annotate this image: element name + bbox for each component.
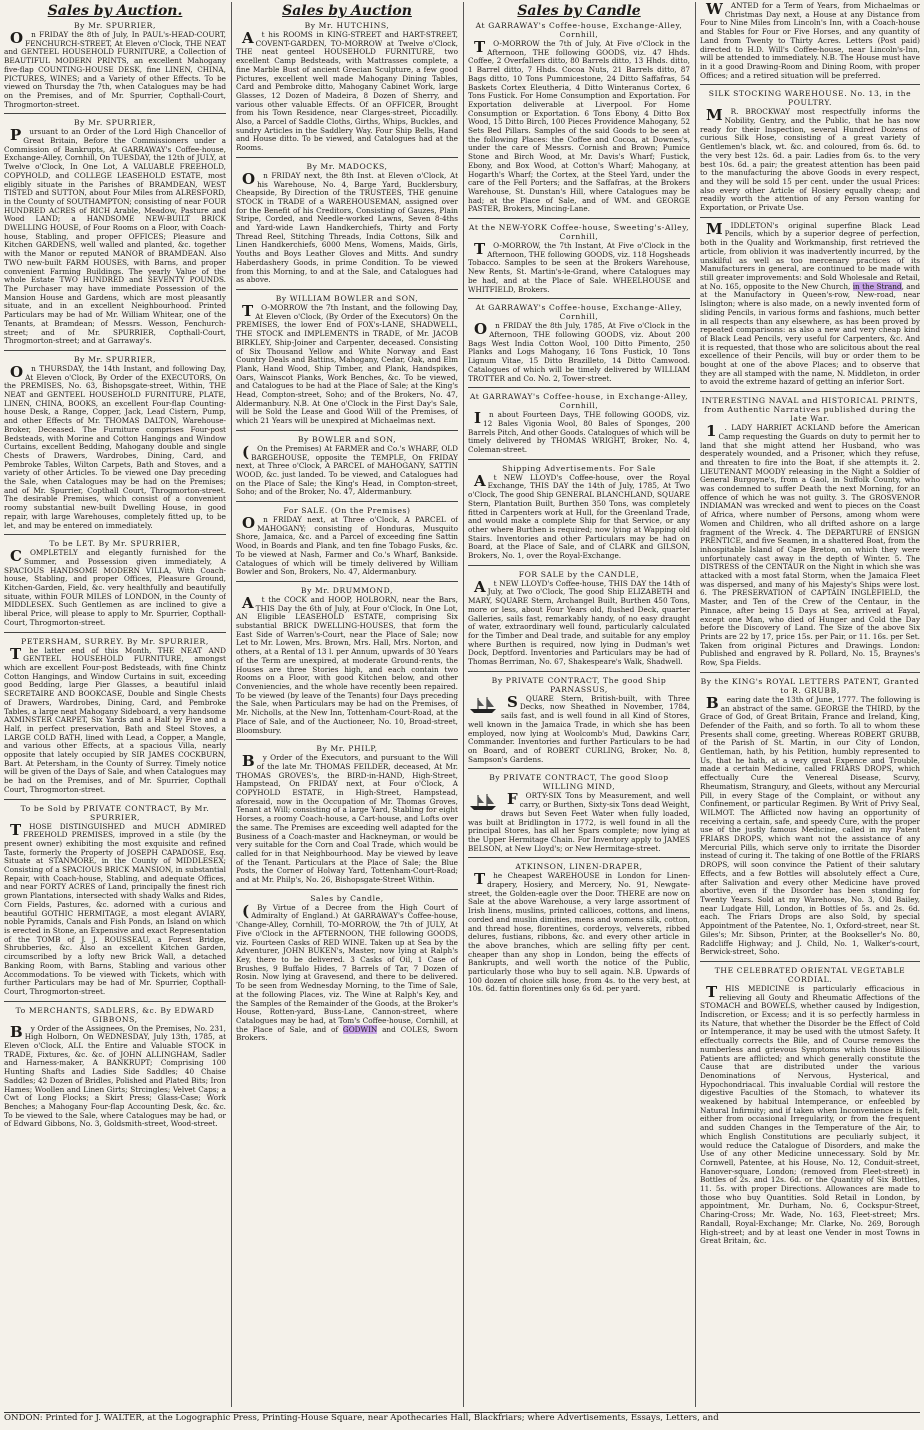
advertiser-line: To be LET. By Mr. SPURRIER, <box>49 539 181 549</box>
advertisement-body: I n about Fourteen Days, THE following GOODS, viz. 12 Bales Vigonia Wool, 80 Bales of Sponges, 200 Barrels Pitch, And other Goods. Catalogues of which will be timely delivered by THOMAS WRIGHT, Broker, No. 4, Coleman-street. <box>468 409 690 455</box>
drop-capital: O <box>242 169 256 188</box>
advertisement-body: ( On the Premises) At FARMER and Co.'s WHARF, OLD BARGEHOUSE, opposite the TEMPLE, On FRIDAY next, at Three o'Clock, A PARCEL of MAHOGANY, SATTIN WOOD, &c. just landed. To be viewed, and Catalogues had on the Place of Sale; the King's Head, in Compton-street, Soho; and of the Broker, No. 47, Aldermanbury. <box>236 442 458 497</box>
advertisement <box>468 303 690 388</box>
drop-capital: W <box>706 2 723 18</box>
advertisement-body: A t the COCK and HOOP, HOLBORN, near the Bars, THIS Day the 6th of July, at Four o'Clock, In One Lot, AN Eligible LEASEHOLD ESTATE, comprising Six substantial BRICK DWELLING-HOUSES, that form the East Side of Warren's-Court, near the Place of Sale; now Let to Mr. Lowen, Mrs. Brown, Mrs. Hall, Mrs. Norton, and others, at a Rental of 13 l. per Annum, upwards of 30 Years of the Term are unexpired, at moderate Ground-rents, the Houses are three Stories high, and each contain two Rooms on a Floor, with good Kitchen below, and other Conveniencies, and the whole have recently been repaired. To be viewed (by leave of the Tenants) four Days preceding the Sale, when Particulars may be had on the Premises, of Mr. Nicholls, at the New Inn, Tottenham-Court-Road, at the Place of Sale, and of the Auctioneer, No. 10, Broad-street, Bloomsbury. <box>236 593 458 735</box>
advertisement-body: P ursuant to an Order of the Lord High Chancellor of Great Britain, Before the Commissioners under a Commission of Bankrupts, At GARRAWAY's Coffee-house, Exchange-Alley, Cornhill, On TUESDAY, the 12th of JULY, at Twelve o'Clock, In One Lot, A VALUABLE FREEHOLD, COPYHOLD, and COLLEGE LEASEHOLD ESTATE, most eligibly situate in the Parishes of BRAMDEAN, WEST TISTED and SUTTON, about Four Miles from ALRESFORD, in the County of SOUTHAMPTON; consisting of near FOUR HUNDRED ACRES of RICH Arable, Meadow, Pasture and Wood LAND; a HANDSOME NEW-BUILT BRICK DWELLING HOUSE, of Four Rooms on a Floor, with Coach-house, Stabling, and proper OFFICES; Pleasure and Kitchen GARDENS, well walled and planted, &c. together with the Manor or reputed MANOR of BRAMDEAN. Also TWO new-built FARM HOUSES, with Barns, and proper convenient Farming Buildings. The yearly Value of the whole Estate TWO HUNDRED and SEVENTY POUNDS. The Purchaser may have immediate Possession of the Mansion House and Gardens, which are most pleasantly situate, and in an excellent Neighbourhood. Printed Particulars may be had of Mr. William Whitear, one of the Tenants, at Bramdean; of Messrs. Wesson, Fenchurch-street; and of Mr. SPURRIER, Copthall-Court, Throgmorton-street; and at Garraway's. <box>4 126 226 346</box>
advertisement-body: O n FRIDAY the 8th of July, In PAUL's-HEAD-COURT, FENCHURCH-STREET, At Eleven o'Clock, THE NEAT and GENTEEL HOUSEHOLD FURNITURE, a Collection of BEAUTIFUL MODERN PRINTS, an excellent Mahogany five-flap COUNTING-HOUSE DESK, fine LINEN, CHINA, PICTURES, WINES; and a Variety of other Effects. To be viewed on Thursday the 7th, when Catalogues may be had on the Premises, and of Mr. Spurrier, Copthall-Court, Throgmorton-street. <box>4 29 226 109</box>
advertisement <box>468 676 690 770</box>
advertisement-body: B y Order of the Executors, and pursuant to the Will of the late Mr. THOMAS FEILDER, deceased, At Mr. THOMAS GROVES's, the BIRD-in-HAND, High-Street, Hampstead, On FRIDAY next, at Four o'Clock, A COPYHOLD ESTATE, in High-Street, Hampstead, aforesaid, now in the Occupation of Mr. Thomas Groves, Tenant at Will; consisting of a large Yard, Stabling for eight Horses, a roomy Coach-house, a Cart-house, and Lofts over the same. The Premises are exceeding well adapted for the Business of a Coach-master and Hackneyman, or would be very suitable for the Corn and Coal Trade, which would be called for in that Neighbourhood. May be viewed by leave of the Tenant. Particulars at the Place of Sale; the Blue Posts, the Corner of Holway Yard, Tottenham-Court-Road; and at Mr. Philp's, No. 26, Bishopsgate-Street Within. <box>236 752 458 885</box>
advertisement <box>236 586 458 740</box>
advertisement <box>4 21 226 114</box>
ship-icon <box>468 696 498 714</box>
advertiser-line: At GARRAWAY's Coffee-house, in Exchange-Alley, Cornhill, <box>469 392 689 411</box>
advertisement-body: T HIS MEDICINE is particularly efficacious in relieving all Gouty and Rheumatic Affections of the STOMACH and BOWELS, whether caused by Indigestion, Indiscretion, or Excess; and it is so perfectly harmless in its Nature, that whether the Disorder be the Effect of Cold or Intemperance, it may be used with the utmost Safety. It effectually corrects the Bile, and of Course removes the numberless and grievous Symptoms which those Bilious Patients are afflicted; and which generally constitute the Cause that are distributed under the various Denominations of Nervous, Hysterical, and Hypochondriacal. This invaluable Cordial will restore the digestive Faculties of the Stomach, to whatever its weakened by habitual Intemperance, or enfeebled by Natural Infirmity; and if taken when Inconvenience is felt, either from occasional Irregularity, or from the frequent and sudden Changes in the Temperature of the Air, to which English Constitutions are peculiarly subject, it would reduce the Catalogue of Disorders, and make the Use of any other Medicine unnecessary. Sold by Mr. Cornwell, Patentee, at his House, No. 12, Conduit-street, Hanover-square, London; (removed from Fleet-street) in Bottles of 2s. and 12s. 6d. or the Quantity of Six Bottles, 11. 5s. with proper Directions. Allowances are made to those who buy Quantities. Sold Retail in London, by appointment, Mr. Durham, No. 6, Cockspur-Street, Charing-Cross; Mr. Wade, No. 163, Fleet-street; Mrs. Randall, Royal-Exchange; Mr. Clarke, No. 269, Borough High-street; and by at least one Vender in most Towns in Great Britain, &c. <box>700 982 920 1246</box>
drop-capital: B <box>242 752 255 771</box>
advertiser-line: By Mr. MADOCKS, <box>306 161 388 171</box>
advertiser-line: By Mr. DRUMMOND, <box>300 585 394 595</box>
drop-capital: 1 <box>706 422 717 441</box>
advertisement-body: T HOSE DISTINGUISHED and MUCH ADMIRED FREEHOLD PREMISES, improved in a stile (by the present owner) exhibiting the most exquisite and refined Taste, formerly the Property of JOSEPH CAPADOSE, Esq. Situate at STANMORE, in the County of MIDDLESEX; Consisting of a SPACIOUS BRICK MANSION, in substantial Repair, with Coach-house, Stabling, and adequate Offices, and near FORTY ACRES of Land, principally the finest rich grown Plantations, intersected with shady Walks and Rides, Corn Fields, Pastures, &c. adorned with a curious and beautiful GOTHIC HERMITAGE, a most elegant AVIARY, noble Pyramids, Canals and Fish Ponds, an Island on which is erected in Stone, an Expensive and exact Representation of the TOMB of J. J. ROUSSEAU, a Forest Bridge, Shrubberies, &c. Also an excellent Kitchen Garden, circumscribed by a lofty new Brick Wall, a detached Banking Room, with Barns, Stabling and various other Accommodations. To be viewed with Tickets, which with further Particulars may be had of Mr. Spurrier, Copthall-Court, Throgmorton-street. <box>4 820 226 996</box>
advertiser-line: PETERSHAM, SURREY. By Mr. SPURRIER, <box>21 636 209 646</box>
column-4 <box>700 2 920 1407</box>
advertisement <box>236 894 458 1047</box>
advertiser-line: By BOWLER and SON, <box>297 434 397 444</box>
advertisement <box>700 89 920 217</box>
advertisement <box>468 392 690 460</box>
advertisement-body: O n FRIDAY next, the 8th Inst. at Eleven o'Clock, At his Warehouse, No. 4, Barge Yard, Bucklersbury, Cheapside, By Direction of the TRUSTEES, THE genuine STOCK in TRADE of a WAREHOUSEMAN, assigned over for the Benefit of his Creditors, Consisting of Gauzes, Plain Stripe, Corded, and Needle-worked Lawns, Seven 8-4ths and Yard-wide Lawn Handkerchiefs, Thirty and Forty Thread Reel, Stitching Threads, India Cottons, Silk and Linen Handkerchiefs, 6000 Mens, Womens, Maids, Girls, Youths and Boys Leather Gloves and Mitts. And sundry Haberdashery Goods, in prime Condition. To be viewed from this Morning, to and at the Sale, and Catalogues had as above. <box>236 169 458 285</box>
advertisement-body: B earing date the 13th of June, 1777. The following is an abstract of the same. GEORGE the THIRD, by the Grace of God, of Great Britain, France and Ireland, King, Defender of the Faith, and so forth. To all to whom these Presents shall come, greeting. Whereas ROBERT GRUBB, of the Parish of St. Martin, in our City of London, Gentleman, hath, by his Petition, humbly represented to Us, that he hath, at a very great Expence and Trouble, made a certain Medicine, called FRIARS DROPS, which effectually Cure the Venereal Disease, Scurvy, Rheumatism, Strangury, and Gleets, without any Mercurial Pill, in every Stage of the Complaint, or without any Confinement, or particular Regimen. By Writ of Privy Seal, WILMOT. The Afflicted now having an opportunity of receiving a certain, safe, and speedy Cure, with the proper use of the justly famous Medicine, called in my Patent FRIARS DROPS, which want not the assistance of any Mercurial Pills, which serve only to irritate the Disorder instead of curing it. The taking of one Bottle of the FRIARS DROPS, will soon convince the Patient of their salutary Effects, and a few Bottles will absolutely effect a Cure, after Salivation and every other Medicine have proved abortive, even if the Disorder has been standing for Twenty Years. Sold at my Warehouse, No. 3, Old Bailey, near Ludgate Hill, London, in Bottles of 5s. and 2s. 6d. each. The Friars Drops are also Sold, by special Appointment of the Patentee, No. 1, Oxford-street, near St. Giles's; Mr. Sibson, Printer, at the Bookseller's No. 80, Radcliffe Highway; and J. Child, No. 1, Walker's-court, Berwick-street, Soho. <box>700 693 920 957</box>
advertisement-body: A t NEW LLOYD's Coffee-house, over the Royal Exchange, THIS DAY the 14th of July, 1785, At Two o'Clock, The good Ship GENERAL BLANCHLAND, SQUARE Stern, Plantation Built, Burthen 350 Tons, was completely fitted in Carpenters work at Hull, for the Greenland Trade, and would make a complete Ship for that Service, or any other where Burthen is required; now lying at Wapping old Stairs. Inventories and other Particulars may be had on Board, at the Place of Sale, and of CLARK and GILSON, Brokers, No. 1, over the Royal-Exchange. <box>468 471 690 561</box>
advertisement <box>4 118 226 351</box>
drop-capital: T <box>10 820 22 839</box>
advertiser-line: By Mr. SPURRIER, <box>74 21 156 30</box>
advertisement <box>700 396 920 673</box>
advertisement-body: O n FRIDAY next, at Three o'Clock, A PARCEL of MAHOGANY; consisting of Honduras, Musquito Shore, Jamaica, &c. and a Parcel of exceeding fine Sattin Wood, in Boards and Plank, and ten fine Tobago Fusks, &c. To be viewed at Nash, Farmer and Co.'s Wharf, Bankside. Catalogues of which will be timely delivered by William Bowler and Son, Brokers, No. 47, Aldermanbury. <box>236 514 458 577</box>
drop-capital: A <box>474 471 486 490</box>
section-heading: Sales by Candle <box>517 3 641 19</box>
advertiser-line: By the KING's ROYAL LETTERS PATENT, Granted to R. GRUBB, <box>700 676 920 695</box>
drop-capital: B <box>706 693 719 712</box>
advertisement <box>468 464 690 566</box>
advertisement <box>468 21 690 219</box>
drop-capital: T <box>242 301 254 320</box>
drop-capital: M <box>706 219 723 238</box>
advertiser-line: At GARRAWAY's Coffee-house, Exchange-Alley, Cornhill, <box>475 303 683 322</box>
advertiser-line: To be Sold by PRIVATE CONTRACT, By Mr. SPURRIER, <box>20 803 210 822</box>
section-heading: Sales by Auction <box>282 3 412 19</box>
advertisement <box>468 773 690 858</box>
advertisement <box>4 637 226 800</box>
advertiser-line: By PRIVATE CONTRACT, The good Ship PARNASSUS, <box>491 675 667 694</box>
advertisement <box>236 162 458 290</box>
advertisement-body: A t his ROOMS in KING-STREET and HART-STREET, COVENT-GARDEN, TO-MORROW at Twelve o'Clock, THE neat genteel HOUSEHOLD FURNITURE, two excellent Camp Bedsteads, with Mattrasses complete, a fine Marble Bust of ancient Grecian Sculpture, a few good Pictures, excellent well made Mahogany Dining Tables, Card and Pembroke ditto, Mahogany Cabinet Work, large Glasses, 12 Dozen of Madeira, 8 Dozen of Sherry, and various other valuable Effects. Of an OFFICER, Brought from his Town Residence, near Clarges-street, Piccadilly. Also, a Parcel of Saddle Cloths, Girths, Whips, Buckles, and sundry Articles in the Saddlery Way. Four Ship Bells, Hand and House ditto. To be viewed, and Catalogues had at the Rooms. <box>236 29 458 153</box>
drop-capital: T <box>10 644 22 663</box>
advertisement-body: F ORTY-SIX Tons by Measurement, and well carry, or Burthen, Sixty-six Tons dead Weight, draws but Seven Feet Water when fully loaded, was built at Bridlington in 1772, is well found in all the principal Stores, has all her Spars complete; now lying at the Upper Hermitage Chain. For Inventory apply to JAMES BELSON, at New Lloyd's; or New Hermitage-street. <box>468 790 690 853</box>
advertisement <box>700 677 920 962</box>
advertiser-line: Sales by Candle, <box>310 893 384 903</box>
drop-capital: B <box>10 1022 23 1041</box>
advertisement <box>4 355 226 535</box>
advertisement-body: ( By Virtue of a Decree from the High Court of Admiralty of England.) At GARRAWAY's Coffee-house, 'Change-Alley, Cornhill, TO-MORROW, the 7th of JULY, At Five o'Clock in the AFTERNOON, THE following GOODS, viz. Fourteen Casks of RED WINE. Taken up at Sea by the Adventurer, JOHN BUKEN's, Master, now lying at Ralph's Key, there to be delivered. 3 Casks of Oil, 1 Case of Brushes, 9 Buffalo Hides, 7 Barrels of Tar, 7 Dozen of Rosin. Now lying at Gravesend, and there to be delivered. To be seen from Wednesday Morning, to the Time of Sale, at the following Places, viz. The Wine at Ralph's Key, and the Samples of the Remainder of the Goods, at the Broker's House, Rotten-yard, Buss-Lane, Cannon-street, where Catalogues may be had, at Tom's Coffee-house, Cornhill, at the Place of Sale, and of GODWIN and COLES, Sworn Brokers. <box>236 901 458 1043</box>
drop-capital: A <box>242 593 254 612</box>
advertisement-body: T he latter end of this Month, THE NEAT AND GENTEEL HOUSEHOLD FURNITURE, amongst which are excellent Four-post Bedsteads, with fine Chintz Cotton Hangings, and Window Curtains in suit, exceeding good Bedding, large Pier Glasses, a beautiful inlaid SECRETAIRE AND BOOKCASE, Double and Single Chests of Drawers, Wardrobes, Dining, Card, and Pembroke Tables, a large neat Mahogany Sideboard, a very handsome AXMINSTER CARPET, Six Yards and a Half by Five and a Half, in perfect preservation, Bath and Steel Stoves, a LARGE COLD BATH, lined with Lead, a Copper, a Mangle, and various other Effects, at a spacious Villa, nearly opposite that lately occupied by SIR JAMES COCKBURN, Bart. At Petersham, in the County of Surrey. Timely notice will be given of the Days of Sale, and when Catalogues may be had on the Premises, and of Mr. Spurrier, Copthall Court, Throgmorton-street. <box>4 644 226 794</box>
advertiser-line: By Mr. HUTCHINS, <box>304 21 390 30</box>
advertiser-line: By Mr. PHILP, <box>316 744 378 754</box>
column-rule <box>695 2 696 1407</box>
newspaper-page <box>4 2 920 1407</box>
advertisement <box>236 744 458 890</box>
advertisement-body: T he Cheapest WAREHOUSE in London for Linen-drapery, Hosiery, and Mercery, No. 91, Newgate-street, the Golden-eagle over the Door. THERE are now on Sale at the above Warehouse, a very large assortment of Irish linens, muslins, printed callicoes, cottons, and linens, corded and muslin dimities, mens and womens silk, cotton, and thread hose, florentines, corderoys, velverets, ribbed delures, fustians, ribbons, &c. and every other article in the above branches, which are selling fifty per cent. cheaper than any shop in London, being the effects of Bankrupts, and well worth the notice of the Public, particularly those who buy to sell again. N.B. Upwards of 100 dozen of choice silk hose, from 4s. to the very best, at 10s. 6d. fattin florentines only 6s 6d. per yard. <box>468 870 690 994</box>
ship-icon <box>468 793 498 811</box>
advertisement <box>4 804 226 1002</box>
drop-capital: T <box>706 982 718 1001</box>
advertisement <box>4 539 226 632</box>
advertiser-line: INTERESTING NAVAL and HISTORICAL PRINTS, from Authentic Narratives published during the late War. <box>701 396 919 424</box>
advertisement <box>236 21 458 158</box>
advertisement <box>236 435 458 502</box>
column-1 <box>4 2 226 1407</box>
advertisement-body: W ANTED for a Term of Years, from Michaelmas or Christmas Day next, a House at any Distance from Four to Nine Miles from Lincoln's Inn, with a Coach-house and Stables for Four or Five Horses, and any quantity of Land from Twenty to Thirty Acres. Letters (Post paid) directed to H.D. Will's Coffee-house, near Lincoln's-Inn, will be attended to immediately. N.B. The House must have in it a good Drawing-Room and Dining Room, with proper Offices; and a retired situation will be preferred. <box>700 2 920 80</box>
advertiser-line: ATKINSON, LINEN-DRAPER, <box>515 862 643 872</box>
advertiser-line: By WILLIAM BOWLER and SON, <box>275 293 419 303</box>
section-heading: Sales by Auction. <box>47 3 183 19</box>
drop-capital: O <box>242 514 256 533</box>
advertiser-line: SILK STOCKING WAREHOUSE. No. 13, in the POULTRY. <box>708 89 912 108</box>
advertisement <box>700 2 920 85</box>
advertisement <box>700 966 920 1250</box>
advertisement <box>468 570 690 672</box>
highlighted-text: in the Strand <box>852 281 902 291</box>
drop-capital: I <box>474 409 482 428</box>
advertisement-body: T O-MORROW the 7th of July, At Five o'Clock in the Afternoon, THE following GOODS, viz. 47 Hhds. Coffee, 2 Overfallers ditto, 80 Barrels ditto, 13 Hhds. ditto, 1 Barrel ditto, 7 Hhds. Cocoa Nuts, 21 Barrels ditto, 87 Bags ditto, 10 Tons Pummicestone, 24 Ditto Saffafras, 54 Baskets Cortex Eleutheria, 4 Ditto Winteranus Cortex, 6 Tons Fustick. For Home Consumption and Exportation. For Exportation deliverable at Liverpool. For Home Consumption or Exportation. 6 Tons Ebony, 4 Ditto Box Wood, 15 Ditto Birch, 100 Pieces Providence Mahogany, 52 Sets Bed Pillars. Samples of the said Goods to be seen at the following Places: the Coffee and Cocoa, at Downes's, under the care of Messrs. Cornish and Brown; Pumice Stone and Birch Wood, at Mr. Davis's Wharf; Fustick, Ebony, and Box Wood, at Cotton's Wharf; Mahogany, at Hogarth's Wharf; the Cortex, at the Steel Yard, under the care of the Fell Porters; and the Saffafras, at the Brokers Warehouse, St. Dunstan's Hill, where Catalogues may be had; at the Place of Sale, and of WM. and GEORGE PASTER, Brokers, Mincing-Lane. <box>468 38 690 214</box>
advertisement-body: O n FRIDAY the 8th July, 1785, At Five o'Clock in the Afternoon, THE following GOODS, viz. About 200 Bags West India Cotton Wool, 100 Ditto Pimento, 250 Planks and Logs Mahogany, 16 Tons Fustick, 10 Tons Lignum Vitae, 15 Ditto Brazilleto, 14 Ditto Camwood. Catalogues of which will be timely delivered by WILLIAM TROTTER and Co. No. 2, Tower-street. <box>468 320 690 383</box>
drop-capital: T <box>474 870 486 889</box>
drop-capital: A <box>242 29 254 47</box>
advertiser-line: By PRIVATE CONTRACT, The good Sloop WILLING MIND, <box>489 773 669 792</box>
column-3 <box>468 2 690 1407</box>
drop-capital: T <box>474 240 486 259</box>
advertiser-line: FOR SALE by the CANDLE, <box>518 569 640 579</box>
advertiser-line: By Mr. SPURRIER, <box>74 354 156 364</box>
advertisement <box>700 219 920 392</box>
drop-capital: O <box>10 362 24 381</box>
advertiser-line: At GARRAWAY's Coffee-house, Exchange-Alley, Cornhill, <box>475 21 683 39</box>
drop-capital: T <box>474 38 486 56</box>
drop-capital: F <box>507 790 518 809</box>
advertisement <box>4 1006 226 1133</box>
advertiser-line: To MERCHANTS, SADLERS, &c. By EDWARD GIBBONS, <box>15 1005 215 1024</box>
advertisement-body: M R. BROCKWAY most respectfully informs the Nobility, Gentry, and the Public, that he has now ready for their Inspection, several Hundred Dozens of curious Silk Hose, consisting of a great variety of Gentlemen's black, wt. &c. and coloured, from 6s. 6d. to the very best 12s. 6d. a pair. Ladies from 6s. to the very best 10s. 6d. a pair; the greatest attention has been paid to the manufacturing the above Goods in every respect, and they will be sold 15 per cent. under the usual Prices: also every other Article of Hosiery equally cheap; and readily worth the attention of any Person wanting for Exportation, or Private Use. <box>700 106 920 213</box>
advertisement-body: S QUARE Stern, British-built, with Three Decks, now Sheathed in November, 1784, sails fast, and is well found in all Kind of Stores, well known in the Jamaica Trade, in which she has been employed, now lying at Woolcomb's Mud, Dawkins Carr, Commander. Inventories and further Particulars to be had on Board, and of ROBERT CURLING, Broker, No. 8, Sampson's Gardens. <box>468 692 690 764</box>
advertisement-body: B y Order of the Assignees, On the Premises, No. 231, High Holborn, On WEDNESDAY, July 13th, 1785, at Eleven o'Clock, ALL the Entire and Valuable STOCK in TRADE, Fixtures, &c. &c. of JOHN ALLINGHAM, Sadler and Harness-maker, A BANKRUPT; Comprising 100 Hunting Shafts and Ladies Side Saddles; 40 Chaise Saddles; 42 Dozen of Bridles, Polished and Plated Bits; Iron Hames; Woollen and Linen Girts; Strcingles; Velvet Caps; a Cwt of Long Flocks; a Skirt Press; Glass-Case; Work Benches; a Mahogany Four-flap Accounting Desk, &c. &c. To be viewed to the Sale, where Catalogues may be had, or of Edward Gibbons, No. 3, Goldsmith-street, Wood-street. <box>4 1022 226 1129</box>
drop-capital: O <box>474 320 488 339</box>
advertisement-body: A t NEW LLOYD's Coffee-house, THIS DAY the 14th of July, at Two o'Clock, The good Ship ELIZABETH and MARY, SQUARE Stern, Archangel Built, Burthen 450 Tons, more or less, about Four Years old, flushed Deck, quarter Galleries, sails fast, remarkably handy, of no easy draught of water, extraordinary well found, particularly calculated for the Timber and Deal trade, and suitable for any employ where Burthen is required, now lying in Dudman's wet Dock, Deptford. Inventories and Particulars may be had of Thomas Berriman, No. 67, Shakespeare's Walk, Shadwell. <box>468 577 690 667</box>
drop-capital: C <box>10 547 22 566</box>
advertiser-line: At the NEW-YORK Coffee-house, Sweeting's-Alley, Cornhill, <box>468 223 690 242</box>
highlighted-text: GODWIN <box>342 1024 378 1034</box>
drop-capital: ( <box>242 442 250 461</box>
advertiser-line: For SALE. (On the Premises) <box>283 506 411 516</box>
advertiser-line: THE CELEBRATED ORIENTAL VEGETABLE CORDIAL. <box>714 965 906 984</box>
drop-capital: P <box>10 126 22 145</box>
advertisement-body: T O-MORROW the 7th Instant, and the following Day, At Eleven o'Clock, (By Order of the Executors) On the PREMISES, the lower End of FOX's-LANE, SHADWELL, THE STOCK and IMPLEMENTS in TRADE, of Mr. JACOB BIRKLEY, Ship-Joiner and Carpenter, deceased. Consisting of Six Thousand Yellow and White Norway and East Country Deals and Battins, Mahogany, Cedar, Oak, and Elm Plank, Hand Wood, Ship Timber, and Plank, Handspikes, Oars, Wainscot Planks, Work Benches, &c. To be viewed, and Catalogues to be had at the Place of Sale; at the King's Head, Compton-street, Soho; and of the Brokers, No. 47, Aldermanbury. N.B. At One o'Clock in the First Day's Sale, will be Sold the Lease and Good Will of the Premises, of which 21 Years will be unexpired at Michaelmas next. <box>236 301 458 426</box>
advertisement <box>236 294 458 431</box>
advertisement-body: T O-MORROW, the 7th Instant, At Five o'Clock in the Afternoon, THE following GOODS, viz. 118 Hogsheads Tobacco. Samples to be seen at the Brokers Warehouse, New Rents, St. Martin's-le-Grand, where Catalogues may be had, and at the Place of Sale. WHEELHOUSE and WHITFIELD, Brokers. <box>468 240 690 294</box>
column-2 <box>236 2 458 1407</box>
drop-capital: O <box>10 29 24 47</box>
advertisement <box>468 862 690 998</box>
column-rule <box>231 2 232 1407</box>
advertisement-body: O n THURSDAY, the 14th Instant, and following Day, At Eleven o'Clock, By Order of the EXECUTORS, On the PREMISES, No. 63, Bishopsgate-street, Within, THE NEAT and GENTEEL HOUSEHOLD FURNITURE, PLATE, LINEN, CHINA, BOOKS, an excellent Four-flap Counting-house Desk, a Range, Copper, Jack, Lead Cistern, Pump, and other Effects of Mr. THOMAS DALTON, Warehouse-Broker, Deceased. The Furniture comprises Four-post Bedsteads, with Morine and Cotton Hangings and Window Curtains, excellent Bedding, Mahogany double and single Chests of Drawers, Wardrobes, Dining, Card, and Pembroke Tables, Wilton Carpets, Bath and Stoves, and a variety of other Articles. To be viewed one Day preceding the Sale, when Catalogues may be had on the Premises; and of Mr. Spurrier, Copthall Court, Throgmorton-street. The desirable Premises, which consist of a convenient roomy substantial new-built Dwelling House, in good repair, with large Warehouses, completely fitted up, to be let, and may be entered on immediately. <box>4 362 226 530</box>
advertisement-body: 1 . LADY HARRIET ACKLAND before the American Camp requesting the Guards on duty to permit her to land that she might attend her Husband, who was desperately wounded, and a Prisoner, which they refuse, and threaten to fire into the Boat, if she attempts it. 2. LIEUTENANT MOODY releasing in the Night a Soldier of General Burgoyne's, from a Gaol, in Suffolk County, who was condemned to suffer Death the next Morning, for an offence of which he was not guilty. 3. The GROSVENOR INDIAMAN was wrecked and went to pieces on the Coast of Africa, where number of Persons, among whom were Women and Children, who all drifted ashore on a large fragment of the Wreck. 4. The DEPARTURE of ENSIGN PRENTICE, and five Seamen, in a shattered Boat, from the inhospitable Island of Cape Breton, on which they were unfortunately cast away in the depth of Winter. 5. The DISTRESS of the CENTAUR on the Night in which she was attacked with a most fatal Storm, when the Jamaica Fleet was dispersed, and many of his Majesty's Ships were lost. 6. The PRESERVATION of CAPTAIN INGLEFIELD, the Master, and Ten of the Crew of the Centaur, in the Pinnace, after being 15 Days at Sea, arrived at Fayal, except one Man, who died of Hunger and Cold the Day before the Discovery of Land. The Size of the above Six Prints are 22 by 17, price 15s. per Pair, or 11. 16s. per Set. Taken from original Pictures and Drawings. London: Published and engraved by R. Pollard, No. 15, Braynes's Row, Spa Fields. <box>700 422 920 668</box>
printer-imprint: ONDON: Printed for J. WALTER, at the Logographic Press, Printing-House Square, near Apothecaries Hall, Blackfriars; where Advertisements, Essays, Letters, and <box>4 1412 920 1424</box>
advertisement <box>236 506 458 582</box>
drop-capital: ( <box>242 901 250 920</box>
advertiser-line: By Mr. SPURRIER, <box>74 118 156 128</box>
advertisement-body: M IDDLETON's original superfine Black Lead Pencils, which by a superior degree of perfection, both in the Quality and Workmanship, first retrieved the article, from oblivion it was inadvertently incurred, by the unskilful as well as too mercenary practices of its Manufacturers in general, are continued to be made with still greater improvements: and Sold Wholesale and Retail, at No. 165, opposite to the New Church, in the Strand, and at the Manufactory in Queen's-row, New-road, near Islington; where is also made, on a newly invented form of sliding Pencils, in various forms and fashions, much better in all respects than any elsewhere, as has been proved by repeated comparisons: as also a new and very cheap kind of Black Lead Pencils, very useful for Carpenters, &c. And it is requested, that those who are solicitous about the real excellence of their Pencils, will buy or order them to be bought at one of the above Places; and to observe that they are all stamped with the name, N. Middleton, in order to avoid the extreme hazard of getting an inferior Sort. <box>700 219 920 387</box>
advertiser-line: Shipping Advertisements. For Sale <box>502 463 656 473</box>
advertisement <box>468 223 690 299</box>
advertisement-body: C OMPLETELY and elegantly furnished for the Summer, and Possession given immediately, A SPACIOUS HANDSOME MODERN VILLA, With Coach-house, Stabling, and proper Offices, Pleasure Ground, Kitchen-Garden, Field, &c. very healthfully and beautifully situate, within FOUR MILES of LONDON, in the County of MIDDLESEX. Such Gentlemen as are inclined to give a liberal Price, will please to apply to Mr. Spurrier, Copthall-Court, Throgmorton-street. <box>4 547 226 627</box>
column-rule <box>463 2 464 1407</box>
drop-capital: S <box>507 692 518 711</box>
drop-capital: A <box>474 577 486 596</box>
drop-capital: M <box>706 106 723 125</box>
